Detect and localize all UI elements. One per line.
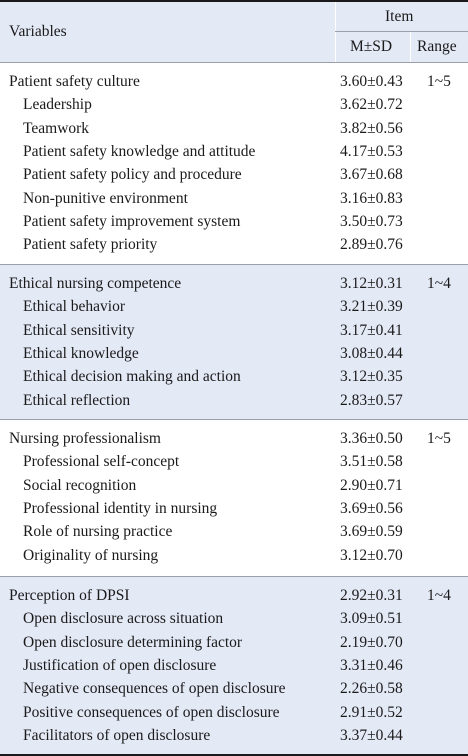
variable-name: Negative consequences of open disclosure [23,680,286,698]
variable-name: Patient safety improvement system [23,212,241,230]
variable-name: Patient safety policy and procedure [23,166,242,184]
mean-sd-value: 3.37±0.44 [340,726,403,744]
range-value: 1~4 [427,275,451,292]
table-row-main [0,585,468,608]
variable-name: Ethical nursing competence [9,275,182,292]
header-variables: Variables [9,23,67,40]
mean-sd-value: 2.26±0.58 [340,680,403,698]
table-group [0,420,468,577]
table-row-sub [0,655,468,678]
mean-sd-value: 3.31±0.46 [340,656,403,674]
table-row-sub [0,498,468,521]
table-row-sub [0,390,468,413]
table-row-sub [0,702,468,725]
variable-name: Teamwork [23,119,90,137]
table-row-sub [0,211,468,234]
table-row-sub [0,118,468,141]
table-row-sub [0,366,468,389]
table-row-main [0,273,468,296]
variable-name: Perception of DPSI [9,587,130,604]
table-row-sub [0,545,468,568]
mean-sd-value: 3.60±0.43 [340,73,403,90]
table-row-main [0,71,468,94]
variable-name: Facilitators of open disclosure [23,726,211,744]
header-divider [335,31,468,32]
mean-sd-value: 3.50±0.73 [340,212,403,230]
table-group [0,63,468,265]
mean-sd-value: 3.12±0.70 [340,546,403,564]
variable-name: Patient safety knowledge and attitude [23,142,256,160]
mean-sd-value: 3.69±0.59 [340,523,403,541]
table-row-sub [0,234,468,257]
table-group [0,577,468,754]
variable-name: Nursing professionalism [9,430,161,447]
mean-sd-value: 2.89±0.76 [340,236,403,254]
table-row-main [0,428,468,451]
variable-name: Ethical knowledge [23,344,139,362]
variable-name: Non-punitive environment [23,189,188,207]
range-value: 1~4 [427,587,451,604]
mean-sd-value: 3.21±0.39 [340,298,403,316]
mean-sd-value: 2.92±0.31 [340,587,403,604]
mean-sd-value: 3.82±0.56 [340,119,403,137]
variable-name: Role of nursing practice [23,523,173,541]
variable-name: Professional identity in nursing [23,499,218,517]
header-range: Range [417,38,457,55]
mean-sd-value: 3.12±0.31 [340,275,403,292]
table-row-sub [0,678,468,701]
range-value: 1~5 [427,73,451,90]
mean-sd-value: 2.19±0.70 [340,633,403,651]
variable-name: Social recognition [23,476,137,494]
mean-sd-value: 3.36±0.50 [340,430,403,447]
variable-name: Patient safety priority [23,236,158,254]
table-group [0,265,468,420]
header-item: Item [385,8,414,25]
variable-name: Open disclosure across situation [23,610,224,628]
mean-sd-value: 3.16±0.83 [340,189,403,207]
mean-sd-value: 3.09±0.51 [340,610,403,628]
range-value: 1~5 [427,430,451,447]
table-row-sub [0,94,468,117]
table-row-sub [0,296,468,319]
table-row-sub [0,164,468,187]
table-row-sub [0,632,468,655]
mean-sd-value: 3.17±0.41 [340,321,403,339]
mean-sd-value: 4.17±0.53 [340,142,403,160]
variable-name: Ethical decision making and action [23,368,241,386]
mean-sd-value: 3.51±0.58 [340,453,403,471]
table-row-sub [0,451,468,474]
variable-name: Ethical behavior [23,298,125,316]
variable-name: Open disclosure determining factor [23,633,243,651]
variable-name: Leadership [23,96,92,114]
variable-name: Ethical sensitivity [23,321,135,339]
header-msd: M±SD [350,38,393,55]
table-row-sub [0,725,468,748]
mean-sd-value: 3.62±0.72 [340,96,403,114]
variable-name: Positive consequences of open disclosure [23,703,280,721]
mean-sd-value: 2.90±0.71 [340,476,403,494]
mean-sd-value: 3.67±0.68 [340,166,403,184]
mean-sd-value: 3.08±0.44 [340,344,403,362]
table-top-rule [0,0,468,2]
mean-sd-value: 2.91±0.52 [340,703,403,721]
table-row-sub [0,141,468,164]
variable-name: Patient safety culture [9,73,140,90]
variable-name: Justification of open disclosure [23,656,217,674]
table-row-sub [0,320,468,343]
mean-sd-value: 3.12±0.35 [340,368,403,386]
variable-name: Ethical reflection [23,391,131,409]
mean-sd-value: 2.83±0.57 [340,391,403,409]
variable-name: Originality of nursing [23,546,159,564]
table-row-sub [0,343,468,366]
mean-sd-value: 3.69±0.56 [340,499,403,517]
table-row-sub [0,475,468,498]
table-row-sub [0,608,468,631]
table-row-sub [0,521,468,544]
table-row-sub [0,188,468,211]
variable-name: Professional self-concept [23,453,180,471]
